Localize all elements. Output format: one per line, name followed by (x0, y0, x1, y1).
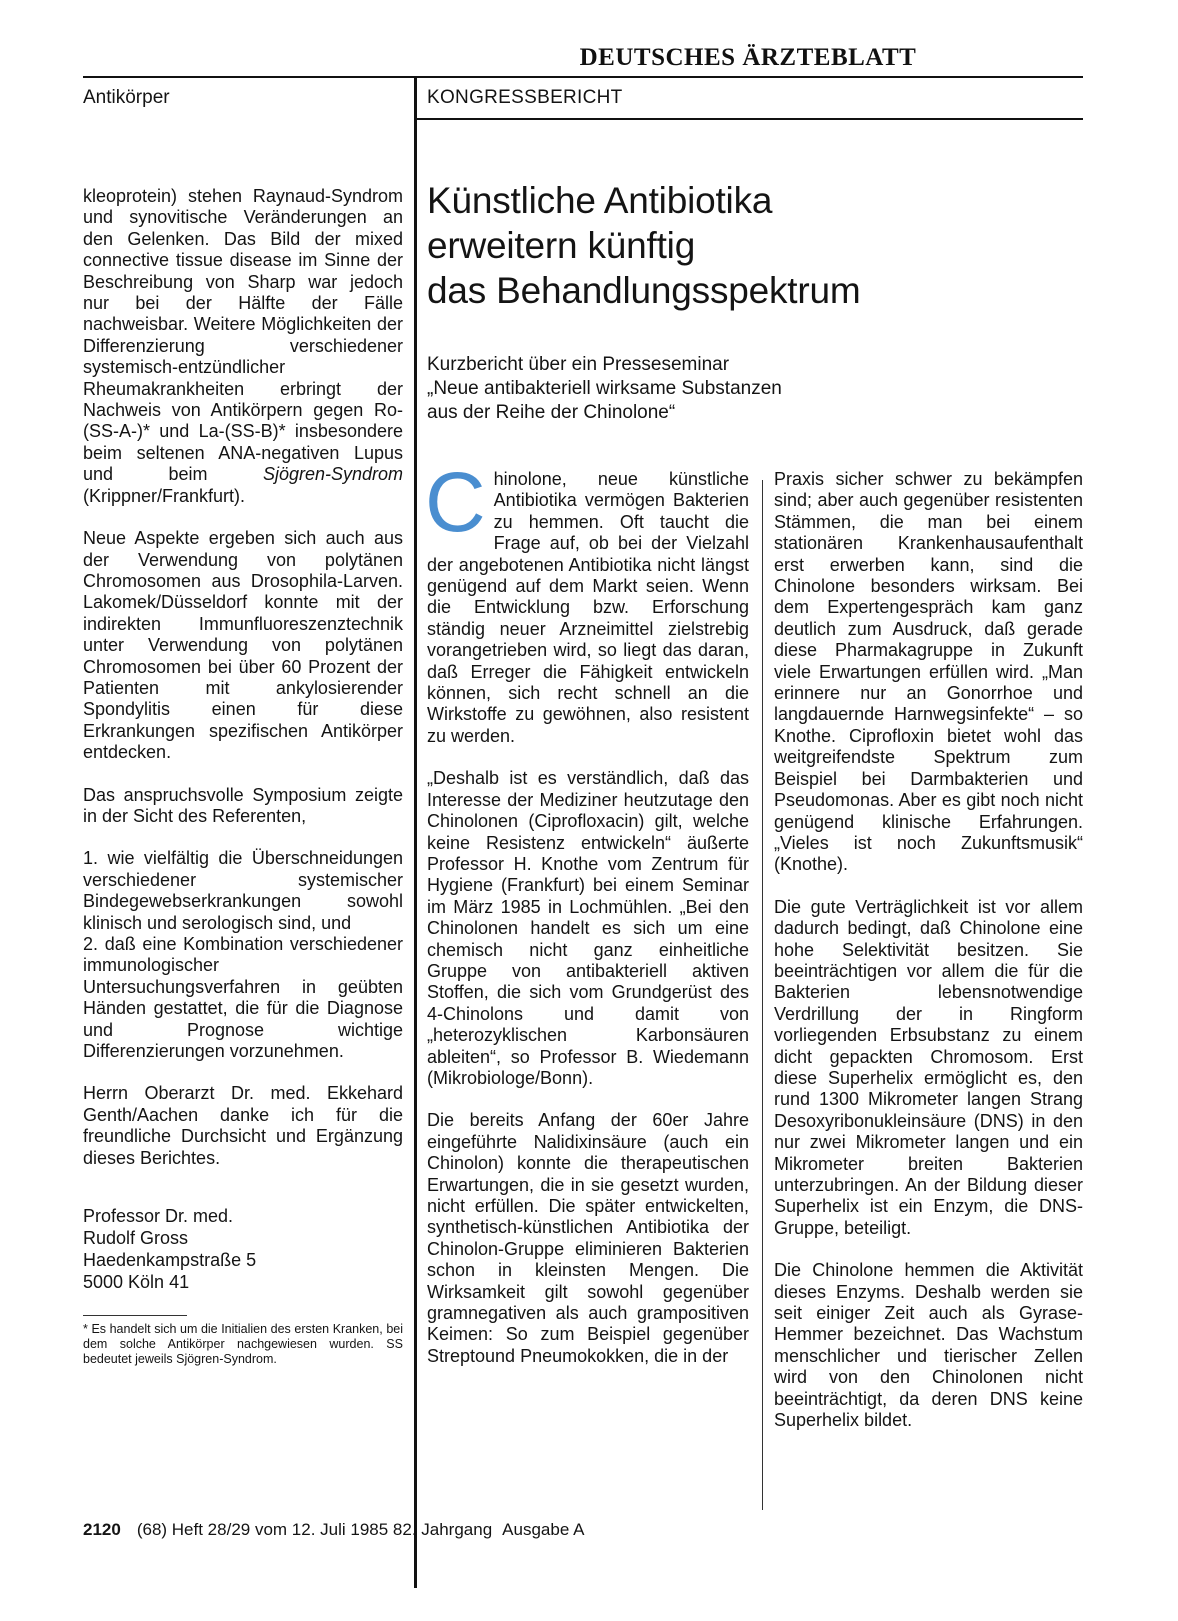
article-paragraph: „Deshalb ist es verständlich, daß das Interesse der Mediziner heutzutage den Chinolonen (Ciprofloxacin) gilt, welche keine Resistenz entwickeln“ äußerte Professor H. Knothe vom Zentrum für Hygiene (Frankfurt) bei einem Seminar im März 1985 in Lochmühlen. „Bei den Chinolonen handelt es sich um eine chemisch nicht ganz einheitliche Gruppe von antibakteriell aktiven Stoffen, die sich vom Grundgerüst des 4-Chinolons und damit von „heterozyklischen Karbonsäuren ableiten“, so Professor B. Wiedemann (Mikrobiologe/Bonn). (427, 768, 749, 1088)
subtitle-line: Kurzbericht über ein Presseseminar (427, 354, 730, 375)
header-rule (417, 118, 1083, 120)
drop-cap: C (425, 455, 486, 549)
article-column-right (774, 469, 1083, 1431)
address-line: Professor Dr. med. (83, 1206, 234, 1227)
title-line: erweitern künftig (427, 225, 696, 266)
left-paragraph: kleoprotein) stehen Raynaud-Syndrom und synovitische Veränderungen an den Gelenken. Das Bild der mixed connective tissue disease im Sinne der Beschreibung von Sharp war jedoch nur bei der Hälfte der Fälle nachweisbar. Weitere Möglichkeiten der Differenzierung verschiedener systemisch-entzündlicher Rheumakrankheiten erbringt der Nachweis von Antikörpern gegen Ro-(SS-A-)* und La-(SS-B)* insbesondere beim seltenen ANA-negativen Lupus und beim Sjögren-Syndrom (Krippner/Frankfurt). (83, 186, 403, 506)
address-line: 5000 Köln 41 (83, 1272, 190, 1293)
section-label-right: KONGRESSBERICHT (427, 87, 623, 108)
edition-label: Ausgabe A (502, 1520, 585, 1539)
left-paragraph: Das anspruchsvolle Symposium zeigte in der Sicht des Referenten, (83, 784, 403, 826)
page-footer (83, 1520, 584, 1540)
left-list-item-1: 1. wie vielfältig die Überschneidungen verschiedener systemischer Bindegewebserkrankungen sowohl klinisch und serologisch sind, und (83, 848, 403, 933)
article-paragraph: Die Chinolone hemmen die Aktivität dieses Enzyms. Deshalb werden sie seit einiger Zeit auch als Gyrase-Hemmer bezeichnet. Das Wachstum menschlicher und tierischer Zellen wird von den Chinolonen nicht beeinträchtigt, da deren DNS keine Superhelix bildet. (774, 1260, 1083, 1431)
section-label-left: Antikörper (83, 87, 170, 108)
article-paragraph-text: hinolone, neue künstliche Antibiotika vermögen Bakterien zu hemmen. Oft taucht die Frage auf, ob bei der Vielzahl der angebotenen Antibiotika nicht längst genügend auf dem Markt seien. Wenn die Entwicklung bzw. Erforschung ständig neuer Arzneimittel zielstrebig vorangetrieben wird, so liegt das daran, daß Erreger die Fähigkeit entwickeln können, sich recht schnell an die Wirkstoffe zu gewöhnen, also resistent zu werden. (427, 469, 749, 746)
footnote-rule (83, 1315, 187, 1316)
title-line: Künstliche Antibiotika (427, 180, 773, 221)
vertical-divider (414, 78, 417, 1588)
left-list-item-2: 2. daß eine Kombination verschiedener immunologischer Untersuchungsverfahren in geübten Händen gestattet, die für die Diagnose und Prognose wichtige Differenzierungen vorzunehmen. (83, 934, 403, 1062)
top-rule (83, 76, 1083, 78)
address-line: Rudolf Gross (83, 1228, 189, 1249)
article-paragraph: Praxis sicher schwer zu bekämpfen sind; aber auch gegenüber resistenten Stämmen, die man bei einem stationären Krankenhausaufenthalt erst erwerben kann, sind die Chinolone besonders wirksam. Bei dem Expertengespräch kam ganz deutlich zum Ausdruck, daß gerade diese Pharmakagruppe in Zukunft viele Erwartungen erfüllen wird. „Man erinnere nur an Gonorrhoe und langdauernde Harnwegsinfekte“ – so Knothe. Ciprofloxin bietet wohl das weitgreifendste Spektrum zum Beispiel bei Darmbakterien und Pseudomonas. Aber es gibt noch nicht genügend klinische Erfahrungen. „Vieles ist noch Zukunftsmusik“ (Knothe). (774, 469, 1083, 875)
masthead: DEUTSCHES ÄRZTEBLATT (579, 44, 917, 71)
column-divider (762, 480, 763, 1510)
issue-info: (68) Heft 28/29 vom 12. Juli 1985 82. Jahrgang (136, 1520, 493, 1539)
left-paragraph: Neue Aspekte ergeben sich auch aus der Verwendung von polytänen Chromosomen aus Drosophila-Larven. Lakomek/Düsseldorf konnte mit der indirekten Immunfluoreszenztechnik unter Verwendung von polytänen Chromosomen bei über 60 Prozent der Patienten mit ankylosierender Spondylitis einen für diese Erkrankungen spezifischen Antikörper entdecken. (83, 528, 403, 763)
article-paragraph: Die bereits Anfang der 60er Jahre eingeführte Nalidixinsäure (auch ein Chinolon) konnte die therapeutischen Erwartungen, die in sie gesetzt wurden, nicht erfüllen. Die später entwickelten, synthetisch-künstlichen Antibiotika der Chinolon-Gruppe eliminieren Bakterien schon in kleinsten Mengen. Die Wirksamkeit gilt sowohl gegenüber gramnegativen als auch grampositiven Keimen: So zum Beispiel gegenüber Streptound Pneumokokken, die in der (427, 1110, 749, 1366)
subtitle-line: aus der Reihe der Chinolone“ (427, 402, 676, 423)
article-subtitle (427, 353, 1077, 425)
subtitle-line: „Neue antibakteriell wirksame Substanzen (427, 378, 782, 399)
title-line: das Behandlungsspektrum (427, 270, 861, 311)
left-column (83, 186, 403, 1367)
author-address (83, 1205, 403, 1293)
article-paragraph (425, 455, 749, 747)
page-number: 2120 (83, 1520, 121, 1539)
article-column-middle (425, 455, 749, 1367)
left-paragraph: Herrn Oberarzt Dr. med. Ekkehard Genth/Aachen danke ich für die freundliche Durchsicht und Ergänzung dieses Berichtes. (83, 1083, 403, 1168)
address-line: Haedenkampstraße 5 (83, 1250, 257, 1271)
footnote: * Es handelt sich um die Initialien des ersten Kranken, bei dem solche Antikörper nachgewiesen wurden. SS bedeutet jeweils Sjögren-Syndrom. (83, 1322, 403, 1367)
article-paragraph: Die gute Verträglichkeit ist vor allem dadurch bedingt, daß Chinolone eine hohe Selektivität besitzen. Sie beeinträchtigen vor allem die für die Bakterien lebensnotwendige Verdrillung der in Ringform vorliegenden Erbsubstanz zu einem dicht gepackten Chromosom. Erst diese Superhelix ermöglicht es, den rund 1300 Mikrometer langen Strang Desoxyribonukleinsäure (DNS) in den nur zwei Mikrometer langen und ein Mikrometer breiten Bakterien unterzubringen. An der Bildung dieser Superhelix ist ein Enzym, die DNS-Gruppe, beteiligt. (774, 896, 1083, 1238)
article-title (427, 178, 1077, 313)
